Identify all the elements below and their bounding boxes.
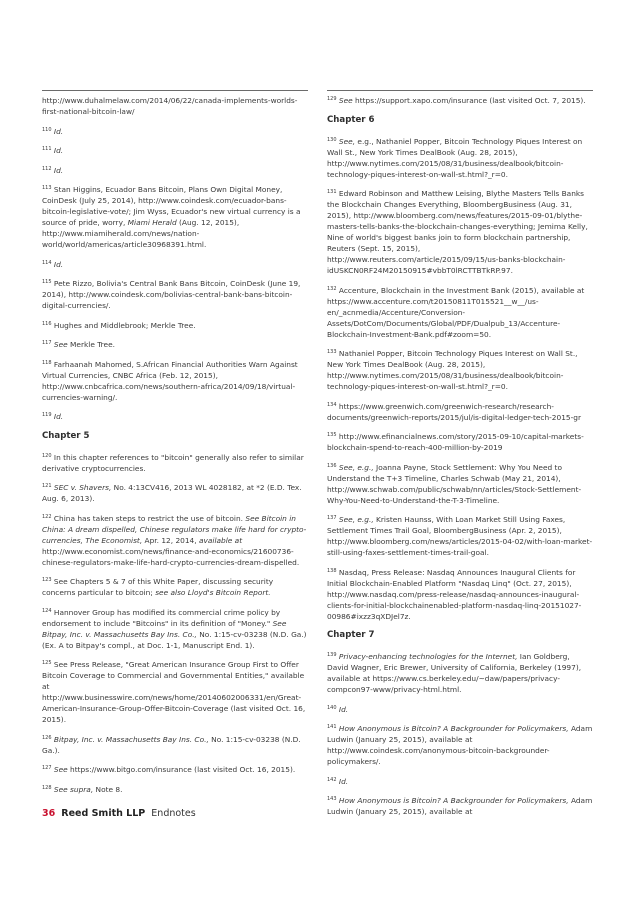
endnote <box>42 452 308 474</box>
endnote-number: 117 <box>42 340 52 346</box>
endnote-text: Nathaniel Popper, Bitcoin Technology Piques Interest on Wall St., New York Times DealBook (Aug. 28, 2015), http://www.nytimes.com/2015/08/31/business/dealbook/bitcoin-technology-piques-interest-on-wall-st.html?_r=0. <box>327 349 578 391</box>
endnote-italic-text: See <box>53 765 68 774</box>
endnote <box>327 567 593 622</box>
endnote-number: 140 <box>327 704 337 711</box>
endnote-number: 139 <box>327 652 337 658</box>
endnote <box>42 184 308 250</box>
endnote-text: http://www.duhalmelaw.com/2014/06/22/canada-implements-worlds-first-national-bitcoin-law/ <box>42 96 298 116</box>
endnote-italic-text: See Bitcoin in China: A dream dispelled, Chinese regulators make life hard for crypto-currencies, The Economist, <box>42 513 307 545</box>
endnote-italic-text: Id. <box>53 126 64 136</box>
endnote-text: Accenture, Blockchain in the Investment Bank (2015), available at https://www.accenture.com/t20150811T015521__w__/us-en/_acnmedia/Accenture/Conversion-Assets/DotCom/Documents/Global/PDF/Dualpub_13/Accenture-Blockchain-Investment-Bank.pdf#zoom=50. <box>327 285 585 339</box>
left-endnotes-column <box>42 95 308 803</box>
endnote <box>327 348 593 392</box>
endnote-text: Stan Higgins, Ecuador Bans Bitcoin, Plans Own Digital Money, CoinDesk (July 25, 2014), http://www.coindesk.com/ecuador-bans-bitcoin-legislative-vote/; Jim Wyss, Ecuador's new virtual currency is a source of pride, worry, <box>42 185 301 227</box>
endnote-number: 119 <box>42 412 52 418</box>
firm-name: Reed Smith LLP <box>61 808 146 819</box>
endnote <box>42 320 308 331</box>
endnote-text: Kristen Haunss, With Loan Market Still Using Faxes, Settlement Times Trail Goal, BloombergBusiness (Apr. 2, 2015), http://www.bloomberg.com/news/articles/2015-04-02/with-loan-market-still-using-faxes-settlement-times-trail-goal. <box>327 515 593 557</box>
endnote-number: 124 <box>42 607 52 614</box>
endnote-text: Edward Robinson and Matthew Leising, Blythe Masters Tells Banks the Blockchain Changes Everything, BloombergBusiness (Aug. 31, 2015), http://www.bloomberg.com/news/features/2015-09-01/blythe-masters-tells-banks-the-blockchain-changes-everything; Jemima Kelly, Nine of world's biggest banks join to form blockchain partnership, Reuters (Sept. 15, 2015), http://www.reuters.com/article/2015/09/15/us-banks-blockchain-idUSKCN0RF24M20150915#vbbT0lRCTTBTkRP.97. <box>327 189 588 275</box>
endnote-number: 113 <box>42 185 52 191</box>
endnote-number: 120 <box>42 452 52 459</box>
endnote <box>42 95 308 117</box>
endnote-number: 118 <box>42 359 52 366</box>
endnote-italic-text: See <box>53 340 68 349</box>
endnote-italic-text: Miami Herald <box>127 218 177 227</box>
endnote-number: 125 <box>42 660 52 666</box>
endnote-italic-text: See, e.g., <box>338 515 374 524</box>
endnote <box>327 188 593 276</box>
endnote-number: 131 <box>327 189 337 195</box>
endnote <box>42 513 308 568</box>
endnote-number: 114 <box>42 259 52 266</box>
endnote-text: Adam Ludwin (January 25, 2015), available at http://www.coindesk.com/anonymous-bitcoin-backgrounder-policymakers/. <box>327 724 593 766</box>
endnote-text: (Aug. 12, 2015), http://www.miamiherald.com/news/nation-world/world/americas/article30968391.html. <box>42 218 240 249</box>
endnote-number: 132 <box>327 285 337 292</box>
endnote-number: 128 <box>42 784 52 791</box>
chapter-heading: Chapter 6 <box>327 114 375 125</box>
endnote-number: 115 <box>42 279 52 285</box>
endnote <box>327 95 593 106</box>
endnote <box>327 723 593 767</box>
endnote-text: Farhaanah Mahomed, S.African Financial Authorities Warn Against Virtual Currencies, CNBC Africa (Feb. 12, 2015), http://www.cnbcafrica.com/news/southern-africa/2014/09/18/virtual-currencies-warning/. <box>42 359 298 402</box>
endnote-text: https://www.bitgo.com/insurance (last visited Oct. 16, 2015). <box>67 765 296 774</box>
endnote-number: 123 <box>42 577 52 583</box>
endnote-italic-text: SEC v. Shavers, <box>53 483 112 492</box>
endnote-number: 138 <box>327 567 337 574</box>
endnote-text: Hannover Group has modified its commercial crime policy by endorsement to include "Bitcoins" in its definition of "Money." <box>42 607 281 628</box>
endnote-number: 127 <box>42 765 52 771</box>
endnote <box>42 734 308 756</box>
endnote-italic-text: Id. <box>53 165 64 175</box>
endnote <box>327 462 593 506</box>
page-number: 36 <box>42 808 56 819</box>
endnote <box>42 259 308 270</box>
endnote <box>327 795 593 817</box>
endnote-italic-text: See <box>338 96 353 105</box>
endnote-number: 141 <box>327 724 337 730</box>
endnote-text: Adam Ludwin (January 25, 2015), available at <box>327 796 593 816</box>
endnote-text: Joanna Payne, Stock Settlement: Why You Need to Understand the T+3 Timeline, Charles Schwab (May 21, 2014), http://www.schwab.com/public/schwab/nn/articles/Stock-Settlement-Why-You-Need-to-Understand-the-T-3-Timeline. <box>327 462 582 505</box>
endnote-italic-text: Id. <box>338 704 349 714</box>
endnote-italic-text: How Anonymous is Bitcoin? A Backgrounder for Policymakers, <box>338 724 569 733</box>
chapter-heading: Chapter 7 <box>327 630 375 640</box>
endnote-text: Ian Goldberg, David Wagner, Eric Brewer, University of California, Berkeley (1997), available at https://www.cs.berkeley.edu/~daw/papers/privacy-compcon97-www/privacy-html.html. <box>327 652 582 694</box>
endnote-number: 136 <box>327 462 337 469</box>
endnote-text: Hughes and Middlebrook; Merkle Tree. <box>51 320 196 330</box>
endnote <box>42 278 308 311</box>
endnote-italic-text: See supra, <box>53 784 94 794</box>
endnote-italic-text: Id. <box>53 146 64 155</box>
endnote-italic-text: How Anonymous is Bitcoin? A Backgrounder for Policymakers, <box>338 796 569 805</box>
endnote-number: 143 <box>327 796 337 802</box>
endnote <box>42 659 308 725</box>
endnote-text: https://support.xapo.com/insurance (last visited Oct. 7, 2015). <box>352 96 586 105</box>
endnote-italic-text: See, <box>338 136 356 146</box>
endnote <box>42 576 308 598</box>
endnote-italic-text: See Bitpay, Inc. v. Massachusetts Bay Ins. Co., <box>42 618 287 639</box>
endnote-number: 110 <box>42 126 52 133</box>
endnote-italic-text: Id. <box>53 412 64 421</box>
endnote-number: 135 <box>327 432 337 438</box>
section-name: Endnotes <box>151 808 196 819</box>
endnote-text: No. 1:15-cv-03238 (N.D. Ga.). <box>42 734 301 755</box>
endnote <box>327 285 593 340</box>
endnote-number: 142 <box>327 776 337 783</box>
endnote-text: In this chapter references to "bitcoin" generally also refer to similar derivative cryptocurrencies. <box>42 452 304 473</box>
page-footer <box>42 808 196 819</box>
endnote-number: 112 <box>42 165 52 172</box>
endnote-text: See Chapters 5 & 7 of this White Paper, discussing security concerns particular to bitcoin; <box>42 577 274 597</box>
endnote <box>42 126 308 137</box>
endnote <box>327 514 593 558</box>
endnote-text: Pete Rizzo, Bolivia's Central Bank Bans Bitcoin, CoinDesk (June 19, 2014), http://www.coindesk.com/bolivias-central-bank-bans-bitcoin-digital-currencies/. <box>42 279 301 310</box>
endnote-text: http://www.efinancialnews.com/story/2015-09-10/capital-markets-blockchain-spend-to-reach-400-million-by-2019 <box>327 432 584 452</box>
endnote <box>42 784 308 795</box>
endnote <box>327 704 593 715</box>
endnote-text: Nasdaq, Press Release: Nasdaq Announces Inaugural Clients for Initial Blockchain-Enabled Platform "Nasdaq Linq" (Oct. 27, 2015), http://www.nasdaq.com/press-release/nasdaq-announces-inaugural-clients-for-initial-blockchainenabled-platform-nasdaq-linq-20151027-00986#ixzz3qXDJel7z. <box>327 567 582 621</box>
endnote-text: Merkle Tree. <box>67 340 115 349</box>
endnote <box>327 431 593 453</box>
endnote-text: See Press Release, "Great American Insurance Group First to Offer Bitcoin Coverage to Commercial and Governmental Entities," available at http://www.businesswire.com/news/home/20140602006331/en/Great-American-Insurance-Group-Offer-Bitcoin-Coverage (last visited Oct. 16, 2015). <box>42 660 306 724</box>
endnote <box>42 764 308 775</box>
endnote-italic-text: Bitpay, Inc. v. Massachusetts Bay Ins. Co., <box>53 734 209 744</box>
endnote-text: e.g., Nathaniel Popper, Bitcoin Technology Piques Interest on Wall St., New York Times DealBook (Aug. 28, 2015), http://www.nytimes.com/2015/08/31/business/dealbook/bitcoin-technology-piques-interest-on-wall-st.html?_r=0. <box>327 136 583 179</box>
endnote <box>42 411 308 422</box>
endnote-number: 137 <box>327 515 337 521</box>
endnote <box>42 607 308 651</box>
endnote <box>42 482 308 504</box>
endnote-text: http://www.economist.com/news/finance-and-economics/21600736-chinese-regulators-make-life-hard-crypto-currencies-dream-dispelled. <box>42 546 300 567</box>
endnote-number: 121 <box>42 483 52 489</box>
endnote <box>327 651 593 695</box>
chapter-heading: Chapter 5 <box>42 430 90 441</box>
endnote <box>327 401 593 423</box>
left-column-top-rule <box>42 90 308 91</box>
endnote-italic-text: Id. <box>53 259 64 269</box>
right-column-top-rule <box>327 90 593 91</box>
endnote-number: 116 <box>42 320 52 327</box>
endnote <box>327 136 593 180</box>
endnote-number: 134 <box>327 401 337 408</box>
endnote-number: 129 <box>327 96 337 102</box>
endnote-number: 130 <box>327 136 337 143</box>
endnote-text: https://www.greenwich.com/greenwich-research/research-documents/greenwich-reports/2015/jul/is-digital-ledger-tech-2015-gr <box>327 401 582 422</box>
endnote-text: China has taken steps to restrict the use of bitcoin. <box>51 513 246 523</box>
endnote-text: Note 8. <box>93 784 123 794</box>
endnote <box>42 145 308 156</box>
endnote <box>42 339 308 350</box>
endnote-italic-text: Privacy-enhancing technologies for the Internet, <box>338 652 518 661</box>
endnote-italic-text: see also Lloyd's Bitcoin Report. <box>155 588 271 597</box>
endnote-italic-text: Id. <box>338 776 349 786</box>
endnote-italic-text: See, e.g., <box>338 462 374 472</box>
endnote-text: No. 1:15-cv-03238 (N.D. Ga.) (Ex. A to Bitpay's compl., at Doc. 1-1, Manuscript End. 1). <box>42 629 307 650</box>
endnote-text: No. 4:13CV416, 2013 WL 4028182, at *2 (E.D. Tex. Aug. 6, 2013). <box>42 483 302 503</box>
endnote-text: Apr. 12, 2014, <box>142 535 199 545</box>
endnote-italic-text: available at <box>198 535 243 545</box>
right-endnotes-column <box>327 95 593 826</box>
endnote <box>327 776 593 787</box>
endnote-number: 126 <box>42 734 52 741</box>
endnote-number: 122 <box>42 513 52 520</box>
endnote <box>42 165 308 176</box>
endnote <box>42 359 308 403</box>
endnote-number: 111 <box>42 146 52 152</box>
endnote-number: 133 <box>327 349 337 355</box>
